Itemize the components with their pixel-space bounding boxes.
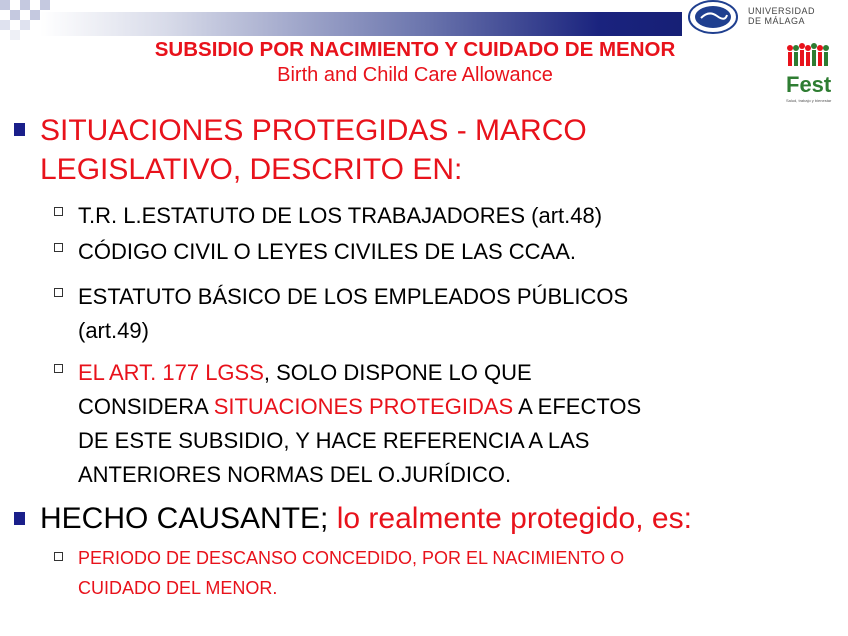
sub-bullet-4-red-text-2: SITUACIONES PROTEGIDAS (213, 394, 514, 419)
slide-subtitle: Birth and Child Care Allowance (277, 64, 553, 86)
header-gradient-bar (40, 12, 740, 36)
slide-title: SUBSIDIO POR NACIMIENTO Y CUIDADO DE MENOR (154, 38, 676, 61)
logo-text-line2: DE MÁLAGA (748, 16, 806, 26)
sub-bullet-box (54, 288, 63, 297)
bullet-2 (40, 500, 692, 537)
sub-bullet-4-line-1 (78, 356, 532, 390)
sub-bullet-5-line-1: PERIODO DE DESCANSO CONCEDIDO, POR EL NACIMIENTO O (78, 548, 625, 568)
bullet-square (14, 123, 25, 136)
sub-bullet-box (54, 243, 63, 252)
sub-bullet-4-line-2 (78, 390, 641, 424)
bullet-square (14, 512, 25, 525)
sub-bullet-2: CÓDIGO CIVIL O LEYES CIVILES DE LAS CCAA. (78, 239, 577, 264)
fest-logo-tagline: Salud, trabajo y bienestar (786, 98, 832, 103)
bullet-1-line-1: SITUACIONES PROTEGIDAS - MARCO (40, 114, 587, 147)
sub-bullet-4-text-3: A EFECTOS (513, 394, 642, 419)
university-logo-text (748, 6, 815, 26)
fest-logo-text: Fest (786, 72, 832, 97)
sub-bullet-box (54, 364, 63, 373)
bullet-2-red-text: lo realmente protegido, es: (336, 502, 692, 535)
sub-bullet-4-line-4: ANTERIORES NORMAS DEL O.JURÍDICO. (78, 462, 512, 487)
university-seal-logo (687, 0, 739, 34)
sub-bullet-5-line-2: CUIDADO DEL MENOR. (78, 578, 278, 598)
slide-title-block (0, 38, 830, 88)
sub-bullet-4-text-2: CONSIDERA (78, 394, 214, 419)
sub-bullet-3-line-1: ESTATUTO BÁSICO DE LOS EMPLEADOS PÚBLICOS (78, 284, 629, 309)
bullet-2-text: HECHO CAUSANTE; (40, 502, 337, 535)
sub-bullet-4-red-text-1: EL ART. 177 LGSS (78, 360, 264, 385)
sub-bullet-box (54, 552, 63, 561)
sub-bullet-4-line-3: DE ESTE SUBSIDIO, Y HACE REFERENCIA A LAS (78, 428, 590, 453)
sub-bullet-4-text-1: , SOLO DISPONE LO QUE (263, 360, 532, 385)
sub-bullet-3-line-2: (art.49) (78, 318, 149, 343)
bullet-1-line-2: LEGISLATIVO, DESCRITO EN: (40, 153, 463, 186)
logo-text-line1: UNIVERSIDAD (748, 6, 816, 16)
sub-bullet-box (54, 207, 63, 216)
sub-bullet-1: T.R. L.ESTATUTO DE LOS TRABAJADORES (art.48) (78, 203, 603, 228)
